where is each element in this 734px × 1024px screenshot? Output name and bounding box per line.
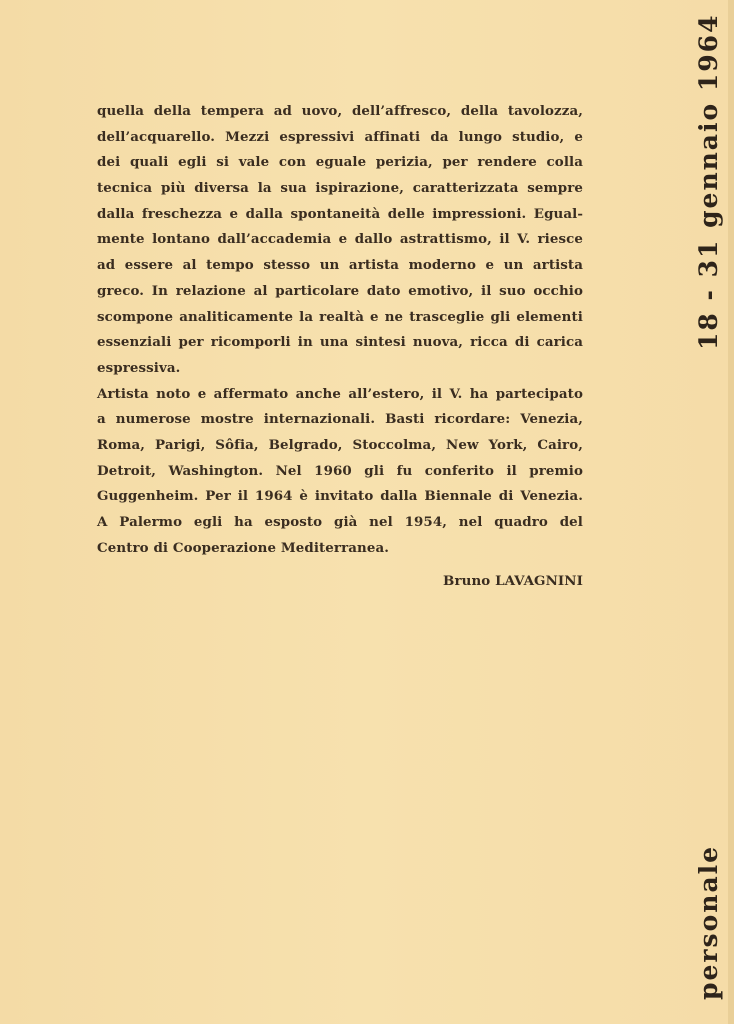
text-line: mente lontano dall’accademia e dallo astrattismo, il V. riesce [97, 231, 583, 248]
text-line: ad essere al tempo stesso un artista moderno e un artista [97, 257, 583, 274]
text-line: dei quali egli si vale con eguale perizia, per rendere colla [97, 154, 583, 171]
text-line: Roma, Parigi, Sôfia, Belgrado, Stoccolma, New York, Cairo, [97, 436, 583, 453]
text-line: dell’acquarello. Mezzi espressivi affinati da lungo studio, e [97, 128, 583, 145]
text-line: essenziali per ricomporli in una sintesi nuova, ricca di carica [97, 334, 583, 351]
text-line: a numerose mostre internazionali. Basti ricordare: Venezia, [97, 411, 583, 428]
page-edge [728, 0, 734, 1024]
body-text [97, 99, 583, 595]
exhibition-type-label: personale [694, 844, 723, 1000]
text-line: espressiva. [97, 359, 181, 376]
text-line: dalla freschezza e dalla spontaneità delle impressioni. Egual- [97, 205, 583, 222]
text-line: Guggenheim. Per il 1964 è invitato dalla Biennale di Venezia. [97, 488, 583, 505]
text-line: A Palermo egli ha esposto già nel 1954, nel quadro del [97, 514, 583, 530]
text-line: Artista noto e affermato anche all’estero, il V. ha partecipato [97, 385, 583, 402]
text-line: quella della tempera ad uovo, dell’affresco, della tavolozza, [97, 103, 583, 119]
text-line: scompone analiticamente la realtà e ne trasceglie gli elementi [97, 308, 583, 325]
exhibition-dates: 18 - 31 gennaio 1964 [694, 13, 723, 350]
signature: Bruno LAVAGNINI [443, 573, 583, 590]
text-line: tecnica più diversa la sua ispirazione, caratterizzata sempre [97, 180, 583, 197]
text-line: Centro di Cooperazione Mediterranea. [97, 539, 390, 556]
text-line: Detroit, Washington. Nel 1960 gli fu conferito il premio [97, 462, 583, 479]
text-line: greco. In relazione al particolare dato emotivo, il suo occhio [97, 282, 583, 299]
